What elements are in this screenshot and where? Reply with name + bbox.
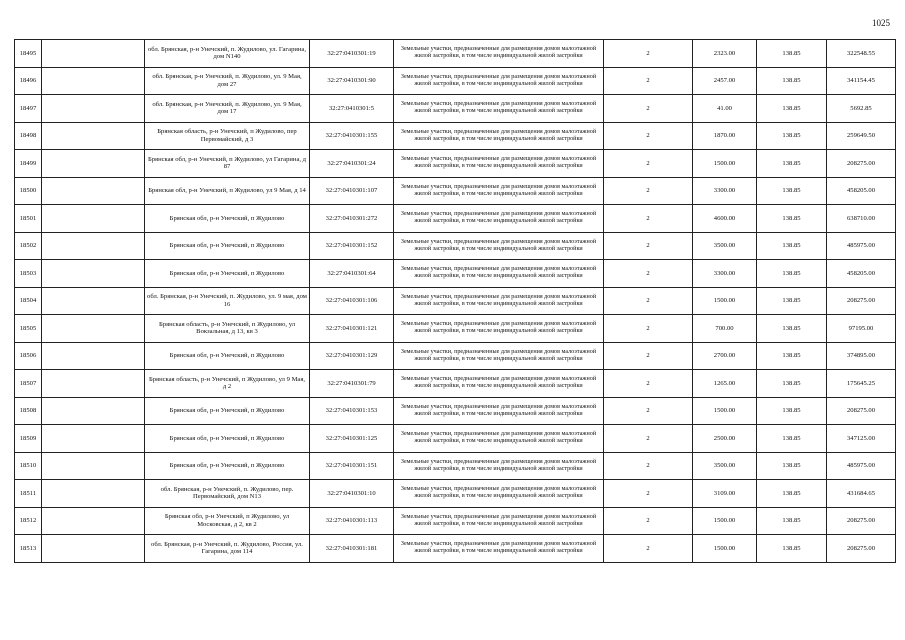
address-cell: Брянская обл, р-н Унечский, п Жудилово, ул Московская, д 2, кв 2	[145, 507, 310, 535]
cadastral-number-cell: 32:27:0410301:129	[310, 342, 394, 370]
cadastral-cost-cell: 322548.55	[827, 40, 896, 68]
area-cell: 41.00	[693, 95, 757, 123]
land-use-cell: Земельные участки, предназначенные для размещения домов малоэтажной жилой застройки, в том числе индивидуальной жилой застройки	[394, 40, 604, 68]
empty-cell	[42, 122, 145, 150]
empty-cell	[42, 507, 145, 535]
address-cell: Брянская обл, р-н Унечский, п Жудилово	[145, 232, 310, 260]
category-cell: 2	[604, 535, 693, 563]
table-row	[15, 397, 896, 425]
category-cell: 2	[604, 150, 693, 178]
table-row	[15, 425, 896, 453]
cadastral-number-cell: 32:27:0410301:153	[310, 397, 394, 425]
category-cell: 2	[604, 425, 693, 453]
land-use-cell: Земельные участки, предназначенные для размещения домов малоэтажной жилой застройки, в том числе индивидуальной жилой застройки	[394, 260, 604, 288]
area-cell: 1265.00	[693, 370, 757, 398]
land-use-cell: Земельные участки, предназначенные для размещения домов малоэтажной жилой застройки, в том числе индивидуальной жилой застройки	[394, 232, 604, 260]
table-row	[15, 205, 896, 233]
cadastral-cost-cell: 208275.00	[827, 397, 896, 425]
category-cell: 2	[604, 205, 693, 233]
land-use-cell: Земельные участки, предназначенные для размещения домов малоэтажной жилой застройки, в том числе индивидуальной жилой застройки	[394, 535, 604, 563]
record-number-cell: 18504	[15, 287, 42, 315]
table-row	[15, 95, 896, 123]
record-number-cell: 18496	[15, 67, 42, 95]
table-row	[15, 122, 896, 150]
cadastral-cost-cell: 259649.50	[827, 122, 896, 150]
land-use-cell: Земельные участки, предназначенные для размещения домов малоэтажной жилой застройки, в том числе индивидуальной жилой застройки	[394, 452, 604, 480]
land-use-cell: Земельные участки, предназначенные для размещения домов малоэтажной жилой застройки, в том числе индивидуальной жилой застройки	[394, 67, 604, 95]
category-cell: 2	[604, 452, 693, 480]
cadastral-number-cell: 32:27:0410301:121	[310, 315, 394, 343]
empty-cell	[42, 425, 145, 453]
rate-cell: 138.85	[757, 370, 827, 398]
cadastral-number-cell: 32:27:0410301:113	[310, 507, 394, 535]
land-use-cell: Земельные участки, предназначенные для размещения домов малоэтажной жилой застройки, в том числе индивидуальной жилой застройки	[394, 370, 604, 398]
area-cell: 3500.00	[693, 452, 757, 480]
address-cell: Брянская обл, р-н Унечский, п Жудилово	[145, 397, 310, 425]
area-cell: 2457.00	[693, 67, 757, 95]
table-row	[15, 480, 896, 508]
empty-cell	[42, 315, 145, 343]
area-cell: 700.00	[693, 315, 757, 343]
address-cell: обл. Брянская, р-н Унечский, п. Жудилово, ул. 9 мая, дом 16	[145, 287, 310, 315]
record-number-cell: 18501	[15, 205, 42, 233]
table-row	[15, 177, 896, 205]
category-cell: 2	[604, 95, 693, 123]
record-number-cell: 18499	[15, 150, 42, 178]
category-cell: 2	[604, 40, 693, 68]
category-cell: 2	[604, 260, 693, 288]
cadastral-number-cell: 32:27:0410301:106	[310, 287, 394, 315]
record-number-cell: 18508	[15, 397, 42, 425]
empty-cell	[42, 67, 145, 95]
cadastral-number-cell: 32:27:0410301:10	[310, 480, 394, 508]
empty-cell	[42, 232, 145, 260]
table-row	[15, 40, 896, 68]
table-row	[15, 535, 896, 563]
rate-cell: 138.85	[757, 287, 827, 315]
empty-cell	[42, 535, 145, 563]
empty-cell	[42, 205, 145, 233]
record-number-cell: 18511	[15, 480, 42, 508]
cadastral-cost-cell: 208275.00	[827, 507, 896, 535]
rate-cell: 138.85	[757, 67, 827, 95]
cadastral-cost-cell: 485975.00	[827, 452, 896, 480]
cadastral-cost-cell: 347125.00	[827, 425, 896, 453]
cadastral-cost-cell: 638710.00	[827, 205, 896, 233]
rate-cell: 138.85	[757, 177, 827, 205]
address-cell: Брянская обл, р-н Унечский, п Жудилово	[145, 260, 310, 288]
record-number-cell: 18510	[15, 452, 42, 480]
record-number-cell: 18503	[15, 260, 42, 288]
empty-cell	[42, 287, 145, 315]
record-number-cell: 18512	[15, 507, 42, 535]
empty-cell	[42, 480, 145, 508]
table-row	[15, 150, 896, 178]
empty-cell	[42, 260, 145, 288]
address-cell: обл. Брянская, р-н Унечский, п. Жудилово, ул. Гагарина, дом N140	[145, 40, 310, 68]
address-cell: обл. Брянская, р-н Унечский, п. Жудилово, Россия, ул. Гагарина, дом 114	[145, 535, 310, 563]
area-cell: 2700.00	[693, 342, 757, 370]
rate-cell: 138.85	[757, 507, 827, 535]
record-number-cell: 18500	[15, 177, 42, 205]
cadastral-cost-cell: 208275.00	[827, 287, 896, 315]
cadastral-cost-cell: 458205.00	[827, 260, 896, 288]
area-cell: 1500.00	[693, 287, 757, 315]
address-cell: Брянская обл, р-н Унечский, п Жудилово	[145, 452, 310, 480]
table-row	[15, 370, 896, 398]
land-use-cell: Земельные участки, предназначенные для размещения домов малоэтажной жилой застройки, в том числе индивидуальной жилой застройки	[394, 507, 604, 535]
area-cell: 2500.00	[693, 425, 757, 453]
table-row	[15, 342, 896, 370]
cadastral-number-cell: 32:27:0410301:79	[310, 370, 394, 398]
cadastral-cost-cell: 175645.25	[827, 370, 896, 398]
category-cell: 2	[604, 342, 693, 370]
record-number-cell: 18506	[15, 342, 42, 370]
empty-cell	[42, 95, 145, 123]
table-row	[15, 260, 896, 288]
cadastral-number-cell: 32:27:0410301:64	[310, 260, 394, 288]
table-row	[15, 232, 896, 260]
record-number-cell: 18509	[15, 425, 42, 453]
cadastral-cost-cell: 97195.00	[827, 315, 896, 343]
cadastral-cost-cell: 458205.00	[827, 177, 896, 205]
page-number: 1025	[872, 18, 890, 28]
rate-cell: 138.85	[757, 150, 827, 178]
table-row	[15, 507, 896, 535]
empty-cell	[42, 397, 145, 425]
category-cell: 2	[604, 177, 693, 205]
land-use-cell: Земельные участки, предназначенные для размещения домов малоэтажной жилой застройки, в том числе индивидуальной жилой застройки	[394, 315, 604, 343]
cadastral-number-cell: 32:27:0410301:90	[310, 67, 394, 95]
category-cell: 2	[604, 287, 693, 315]
category-cell: 2	[604, 232, 693, 260]
address-cell: обл. Брянская, р-н Унечский, п. Жудилово, ул. 9 Мая, дом 17	[145, 95, 310, 123]
address-cell: Брянская область, р-н Унечский, п Жудилово, пер Первомайский, д 3	[145, 122, 310, 150]
rate-cell: 138.85	[757, 122, 827, 150]
area-cell: 3109.00	[693, 480, 757, 508]
cadastral-number-cell: 32:27:0410301:151	[310, 452, 394, 480]
area-cell: 3300.00	[693, 177, 757, 205]
rate-cell: 138.85	[757, 397, 827, 425]
table-row	[15, 315, 896, 343]
address-cell: Брянская обл, р-н Унечский, п Жудилово	[145, 205, 310, 233]
land-use-cell: Земельные участки, предназначенные для размещения домов малоэтажной жилой застройки, в том числе индивидуальной жилой застройки	[394, 205, 604, 233]
rate-cell: 138.85	[757, 342, 827, 370]
empty-cell	[42, 452, 145, 480]
category-cell: 2	[604, 397, 693, 425]
rate-cell: 138.85	[757, 535, 827, 563]
empty-cell	[42, 342, 145, 370]
record-number-cell: 18497	[15, 95, 42, 123]
rate-cell: 138.85	[757, 40, 827, 68]
area-cell: 1500.00	[693, 397, 757, 425]
category-cell: 2	[604, 122, 693, 150]
cadastral-cost-cell: 5692.85	[827, 95, 896, 123]
land-use-cell: Земельные участки, предназначенные для размещения домов малоэтажной жилой застройки, в том числе индивидуальной жилой застройки	[394, 95, 604, 123]
cadastral-cost-cell: 341154.45	[827, 67, 896, 95]
land-use-cell: Земельные участки, предназначенные для размещения домов малоэтажной жилой застройки, в том числе индивидуальной жилой застройки	[394, 122, 604, 150]
cadastral-cost-cell: 208275.00	[827, 535, 896, 563]
cadastral-number-cell: 32:27:0410301:107	[310, 177, 394, 205]
table-body	[15, 40, 896, 563]
category-cell: 2	[604, 370, 693, 398]
land-use-cell: Земельные участки, предназначенные для размещения домов малоэтажной жилой застройки, в том числе индивидуальной жилой застройки	[394, 480, 604, 508]
record-number-cell: 18513	[15, 535, 42, 563]
rate-cell: 138.85	[757, 480, 827, 508]
rate-cell: 138.85	[757, 205, 827, 233]
address-cell: Брянская обл, р-н Унечский, п Жудилово, ул Гагарина, д 87	[145, 150, 310, 178]
cadastral-cost-cell: 208275.00	[827, 150, 896, 178]
area-cell: 1500.00	[693, 507, 757, 535]
address-cell: Брянская обл, р-н Унечский, п Жудилово	[145, 342, 310, 370]
record-number-cell: 18498	[15, 122, 42, 150]
land-use-cell: Земельные участки, предназначенные для размещения домов малоэтажной жилой застройки, в том числе индивидуальной жилой застройки	[394, 150, 604, 178]
cadastral-number-cell: 32:27:0410301:19	[310, 40, 394, 68]
area-cell: 1870.00	[693, 122, 757, 150]
record-number-cell: 18507	[15, 370, 42, 398]
category-cell: 2	[604, 507, 693, 535]
area-cell: 3300.00	[693, 260, 757, 288]
cadastral-number-cell: 32:27:0410301:125	[310, 425, 394, 453]
table-row	[15, 452, 896, 480]
rate-cell: 138.85	[757, 95, 827, 123]
table-row	[15, 287, 896, 315]
cadastral-number-cell: 32:27:0410301:152	[310, 232, 394, 260]
empty-cell	[42, 40, 145, 68]
land-use-cell: Земельные участки, предназначенные для размещения домов малоэтажной жилой застройки, в том числе индивидуальной жилой застройки	[394, 287, 604, 315]
rate-cell: 138.85	[757, 260, 827, 288]
rate-cell: 138.85	[757, 315, 827, 343]
record-number-cell: 18505	[15, 315, 42, 343]
area-cell: 1500.00	[693, 535, 757, 563]
record-number-cell: 18495	[15, 40, 42, 68]
address-cell: Брянская область, р-н Унечский, п Жудилово, ул 9 Мая, д 2	[145, 370, 310, 398]
category-cell: 2	[604, 480, 693, 508]
category-cell: 2	[604, 315, 693, 343]
empty-cell	[42, 177, 145, 205]
area-cell: 2323.00	[693, 40, 757, 68]
registry-table	[14, 39, 896, 563]
table-row	[15, 67, 896, 95]
cadastral-number-cell: 32:27:0410301:181	[310, 535, 394, 563]
land-use-cell: Земельные участки, предназначенные для размещения домов малоэтажной жилой застройки, в том числе индивидуальной жилой застройки	[394, 177, 604, 205]
cadastral-cost-cell: 485975.00	[827, 232, 896, 260]
address-cell: Брянская обл, р-н Унечский, п Жудилово, ул 9 Мая, д 14	[145, 177, 310, 205]
land-use-cell: Земельные участки, предназначенные для размещения домов малоэтажной жилой застройки, в том числе индивидуальной жилой застройки	[394, 425, 604, 453]
rate-cell: 138.85	[757, 452, 827, 480]
address-cell: Брянская обл, р-н Унечский, п Жудилово	[145, 425, 310, 453]
category-cell: 2	[604, 67, 693, 95]
cadastral-cost-cell: 431684.65	[827, 480, 896, 508]
cadastral-number-cell: 32:27:0410301:155	[310, 122, 394, 150]
land-use-cell: Земельные участки, предназначенные для размещения домов малоэтажной жилой застройки, в том числе индивидуальной жилой застройки	[394, 397, 604, 425]
area-cell: 3500.00	[693, 232, 757, 260]
empty-cell	[42, 150, 145, 178]
cadastral-number-cell: 32:27:0410301:272	[310, 205, 394, 233]
address-cell: обл. Брянская, р-н Унечский, п. Жудилово, пер. Первомайский, дом N13	[145, 480, 310, 508]
empty-cell	[42, 370, 145, 398]
cadastral-cost-cell: 374895.00	[827, 342, 896, 370]
area-cell: 1500.00	[693, 150, 757, 178]
rate-cell: 138.85	[757, 425, 827, 453]
address-cell: обл. Брянская, р-н Унечский, п. Жудилово, ул. 9 Мая, дом 27	[145, 67, 310, 95]
record-number-cell: 18502	[15, 232, 42, 260]
address-cell: Брянская область, р-н Унечский, п Жудилово, ул Вокзальная, д 13, кв 3	[145, 315, 310, 343]
cadastral-number-cell: 32:27:0410301:5	[310, 95, 394, 123]
land-use-cell: Земельные участки, предназначенные для размещения домов малоэтажной жилой застройки, в том числе индивидуальной жилой застройки	[394, 342, 604, 370]
rate-cell: 138.85	[757, 232, 827, 260]
cadastral-number-cell: 32:27:0410301:24	[310, 150, 394, 178]
area-cell: 4600.00	[693, 205, 757, 233]
